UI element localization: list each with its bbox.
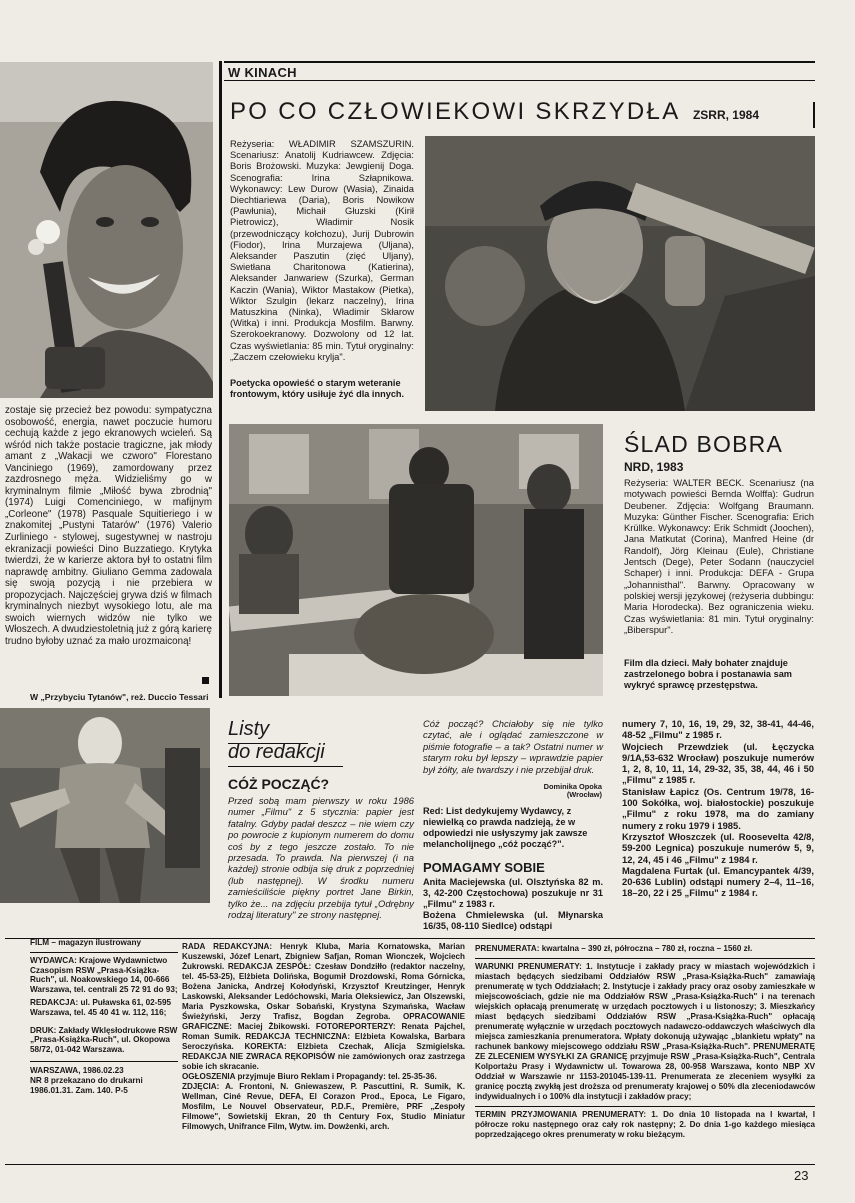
page-number: 23	[794, 1168, 809, 1183]
warunki-rule	[475, 1106, 815, 1107]
mag-title-rule	[30, 952, 178, 953]
druk: DRUK: Zakłady Wklęsłodrukowe RSW „Prasa-Książka-Ruch", ul. Okopowa 58/72, 01-042 Warszawa.	[30, 1025, 178, 1055]
article2-country-year: NRD, 1983	[624, 460, 684, 474]
wydawca: WYDAWCA: Krajowe Wydawnictwo Czasopism RSW „Prasa-Książka-Ruch", ul. Noakowskiego 14, 00-666 Warszawa, tel. centrali 25 72 91 do 93;	[30, 955, 178, 995]
old-man-film-still	[425, 136, 815, 411]
letters-body-continued: Cóż począć? Chciałoby się nie tylko czytać, ale i oglądać zamieszczone w piśmie fotografie – a tak? Ostatni numer w starym roku był lepszy – wprawdzie papier był żółty, ale twardszy i nie przebijał druk.	[423, 718, 603, 775]
article1-title-text: PO CO CZŁOWIEKOWI SKRZYDŁA	[230, 98, 681, 125]
letters-body: Przed sobą mam pierwszy w roku 1986 numer „Filmu" z 5 stycznia: papier jest fatalny. Gdyby padał deszcz – nie wiem czy po powrocie z kupionym numerem do domu coś by z tego jeszcze zostało. To nie przesada. To prawda. Na pierwszej (i na każdej) stronie odbija się druk z poprzedniej (lub następnej). W środku numeru zamieściliście piękny portret Jane Birkin, tylko że... na zdjęciu przebija tytuł „Odrębny rodzaj literatury" ze strony następnej.	[228, 795, 414, 921]
article1-title	[230, 98, 830, 126]
ogloszenia: OGŁOSZENIA przyjmuje Biuro Reklam i Propagandy: tel. 25-35-36.	[182, 1072, 437, 1081]
article2-title: ŚLAD BOBRA	[624, 431, 783, 457]
warunki: WARUNKI PRENUMERATY: 1. Instytucje i zakłady pracy w miastach wojewódzkich i miastach będących siedzibami Oddziałów RSW „Prasa-Książka-Ruch" zamawiają prenumeratę w tych Oddziałach; 2. Instytucje i zakłady pracy oraz osoby zamieszkałe w miejscowościach, gdzie nie ma Oddziałów RSW „Prasa-Książka-Ruch" i na terenach wiejskich opłacają prenumeratę w urzędach pocztowych i u listonoszy; 3. Mieszkańcy miast będących siedzibami Oddziałów RSW „Prasa-Książka-Ruch" opłacają prenumeratę wyłącznie w urzędach pocztowych nadawczo-oddawczych właściwych dla miejsca zamieszkania prenumeratora. Wpłaty dokonują używając „blankietu wpłaty" na rachunek bankowy miejscowego oddziału RSW „Prasa-Książka-Ruch". PRENUMERATĘ ZE ZLECENIEM WYSYŁKI ZA GRANICĘ przyjmuje RSW „Prasa-Książka-Ruch", Centrala Kolportażu Prasy i Wydawnictw ul. Towarowa 28, 00-958 Warszawa, konto NBP XV Oddział w Warszawie nr 1153-201045-139-11. Prenumerata ze zleceniem wysyłki za granicę pocztą zwykłą jest droższa od prenumeraty krajowej o 50% dla zleceniodawców indywidualnych i o 100% dla instytucji i zakładów pracy;	[475, 962, 815, 1101]
footer-col2	[182, 942, 465, 1132]
portrait-end-square	[202, 677, 209, 684]
issue-date: WARSZAWA, 1986.02.23	[30, 1065, 124, 1075]
letters-editor-reply: Red: List dedykujemy Wydawcy, z niewielką co prawda nadzieją, że w odpowiedzi nie usłyszymy jak zawsze melancholijnego „cóż począć?".	[423, 806, 588, 849]
druk-rule	[30, 1061, 178, 1062]
letters-signature	[508, 783, 602, 800]
letters-heading-rule2	[228, 766, 343, 767]
titans-film-still	[0, 708, 210, 903]
article2-summary: Film dla dzieci. Mały bohater znajduje zastrzelonego bobra i postanawia sam wykryć sprawcę przestępstwa.	[624, 658, 792, 690]
vertical-rule	[219, 61, 222, 698]
zdjecia-credits: ZDJĘCIA: A. Frontoni, N. Gniewaszew, P. Pascuttini, R. Sumik, K. Wellman, Ciné Revue, DEFA, El Corazon Prod., Epoca, Le Figaro, Mosfilm, Le Nouvel Observateur, P.D.F., Première, PRF „Zespoły Filmowe", Sowietskij Ekran, 20 th Century Fox, Studio Miniatur Filmowych, Unifrance Film, Wytw. im. Dowżenki, arch.	[182, 1082, 465, 1131]
article2-credits: Reżyseria: WALTER BECK. Scenariusz (na motywach powieści Bernda Wolffa): Gudrun Deubener. Zdjęcia: Wolfgang Braumann. Muzyka: Günther Fischer. Scenografia: Erich Krüllke. Wykonawcy: Erik Schmidt (Joochen), Jana Matkutat (Corina), Manfred Heine (dr Randolf), Jörg Kleinau (Eule), Christiane Jentsch (Dege), Peter Sodann (nauczyciel Schaper) i inni. Produkcja: DEFA - Grupa „Johannisthal". Barwny. Opracowany w polskiej wersji językowej (reżyseria dubbingu: Maria Horodecka). Bez ograniczenia wieku. Czas wyświetlania: 81 min. Tytuł oryginalny: „Biberspur".	[624, 477, 814, 635]
termin: TERMIN PRZYJMOWANIA PRENUMERATY: 1. Do dnia 10 listopada na I kwartał, I półrocze roku następnego oraz cały rok następny; 2. Do dnia 1-go każdego miesiąca poprzedzającego okres prenumeraty w roku bieżącym.	[475, 1110, 815, 1139]
article1-credits: Reżyseria: WŁADIMIR SZAMSZURIN. Scenariusz: Anatolij Kudriawcew. Zdjęcia: Boris Brożowski. Muzyka: Jewgienij Doga. Scenografia: Irina Szłapnikowa. Wykonawcy: Lew Durow (Wasia), Zinaida Diechtiariewa (Daria), Boris Nowikow (Pawłunia), Michaił Głuzski (Kirił Pietrowicz), Władimir Nosik (przewodniczący kołchozu), Jurij Dubrowin (Fiodor), Irina Murzajewa (Uljana), Aleksander Paszutin (zięć Uljany), Swietłana Charitonowa (Katierina), Aleksander Janwariew (Szurka), German Kaczin (Wania), Wiktor Mastakow (Pietka), Wiktor Szulgin (lekarz naczelny), Irina Matuszkina (Ninka), Władimir Skłarow (Witka) i inni. Produkcja Mosfilm. Barwny. Szerokoekranowy. Dozwolony od 12 lat. Czas wyświetlania: 85 min. Tytuł oryginalny: „Zaczem czełowieku krylja".	[230, 138, 414, 362]
pomagamy-body: Anita Maciejewska (ul. Olsztyńska 82 m. 3, 42-200 Częstochowa) poszukuje nr 31 „Filmu" z 1983 r. Bożena Chmielewska (ul. Młynarska 16/35, 08-110 Siedlce) odstąpi	[423, 877, 603, 931]
redakcja-address: REDAKCJA: ul. Puławska 61, 02-595 Warszawa, tel. 45 40 41 w. 112, 116;	[30, 997, 172, 1017]
footer-col3	[475, 944, 815, 1140]
letters-subtitle: CÓŻ POCZĄĆ?	[228, 776, 330, 792]
portrait-caption: W „Przybyciu Tytanów", reż. Duccio Tessari	[30, 692, 209, 702]
issue-nr: NR 8 przekazano do drukarni 1986.01.31. Zam. 140. P-5	[30, 1075, 143, 1095]
section-label: W KINACH	[228, 65, 297, 80]
top-rule	[224, 61, 815, 63]
article1-country-year: ZSRR, 1984	[692, 108, 759, 122]
pomagamy-body-col2: numery 7, 10, 16, 19, 29, 32, 38-41, 44-46, 48-52 „Filmu" z 1985 r. Wojciech Przewdziek (ul. Łęczycka 9/1A,53-632 Wrocław) poszukuje numerów 1, 2, 8, 10, 11, 14, 29-32, 35, 38, 44, 46 i 50 „Filmu" z 1985 r. Stanisław Łapicz (Os. Centrum 19/78, 16-100 Sokółka, woj. białostockie) poszukuje „Filmu" z roku 1978, ma do zamiany numery z roku 1979 i 1985. Krzysztof Włoszczek (ul. Roosevelta 42/8, 59-200 Legnica) poszukuje numerów 5, 9, 12, 24, 45 i 46 „Filmu" z 1984 r. Magdalena Furtak (ul. Emancypantek 4/39, 20-636 Lublin) odstąpi numery 2–4, 11–16, 18–20, 22 i 25 „Filmu" z 1984 r.	[622, 718, 814, 899]
title-underline	[224, 80, 815, 81]
classroom-film-still	[229, 424, 603, 696]
prenumerata: PRENUMERATA: kwartalna – 390 zł, półroczna – 780 zł, roczna – 1560 zł.	[475, 944, 753, 953]
actor-portrait-photo	[0, 62, 213, 398]
article1-summary: Poetycka opowieść o starym weteranie frontowym, który usiłuje żyć dla innych.	[230, 378, 405, 399]
letters-heading-line2: do redakcji	[228, 741, 325, 763]
pomagamy-heading: POMAGAMY SOBIE	[423, 860, 545, 875]
prenumerata-rule	[475, 958, 815, 959]
portrait-article-text: zostaje się przecież bez powodu: sympatyczna osobowość, energia, nawet poczucie humoru cechują każde z jego ekranowych wcieleń. Są wśród nich także postacie tragiczne, jak młody amant z „Wakacji we czworo" Florestano Vanciniego (1969), zamordowany przez zazdrosnego męża. Widzieliśmy go w kryminalnym filmie „Miłość bywa zbrodnią" (1974) Luigi Comenciniego, w mafijnym „Corleone" (1978) Pasquale Squitieriego i w znakomitej „Pustyni Tatarów" (1976) Valerio Zurliniego - stylowej, sugestywnej w nastroju ekranizacji powieści Dino Buzzatiego. Krytyka twierdzi, że w karierze aktora był to ostatni film naprawdę ambitny. Giuliano Gemma zadowala się swoją pozycją i nie przebiera w propozycjach. Najczęściej grywa dziś w filmach kryminalnych niezbyt wysokiego lotu, ale ma swoich wiernych widzów nie tylko we Włoszech. A dwudziestoletnią już z górą karierę trudno byłoby uznać za mało urozmaiconą!	[5, 405, 212, 647]
footer-rule-bottom	[5, 1164, 815, 1165]
mag-title: FILM – magazyn ilustrowany	[30, 938, 142, 947]
footer-col1	[30, 938, 178, 1095]
signature-city: (Wrocław)	[566, 790, 602, 800]
signature-name: Dominika Opoka	[543, 782, 602, 791]
rada-redakcyjna: RADA REDAKCYJNA: Henryk Kluba, Maria Kornatowska, Marian Kuszewski, Józef Lenart, Zbigniew Safjan, Roman Wionczek, Wojciech Żukrowski. REDAKCJA ZESPÓŁ: Czesław Dondziłło (redaktor naczelny, tel. 45-53-25), Elżbieta Dolińska, Bogumił Drozdowski, Roma Górnicka, Bożena Janicka, Andrzej Kołodyński, Krzysztof Kreutzinger, Henryk Laskowski, Aleksander Ledóchowski, Maria Oleksiewicz, Jan Olszewski, Maria Pyszkowska, Oskar Sobański, Krystyna Szymańska, Wacław Świeżyński, Jerzy Trafisz, Bogdan Zegroba. OPRACOWANIE GRAFICZNE: Maciej Żbikowski. FOTOREPORTERZY: Renata Pajchel, Roman Sumik. REDAKCJA TECHNICZNA: Elżbieta Kowalska, Barbara Seroczyńska. KOREKTA: Elżbieta Czechak, Alicja Szmigielska. REDAKCJA NIE ZWRACA RĘKOPISÓW nie zamówionych oraz zastrzega sobie ich skracanie.	[182, 942, 465, 1071]
letters-heading-line1: Listy	[228, 718, 270, 740]
title-bar	[813, 102, 815, 128]
